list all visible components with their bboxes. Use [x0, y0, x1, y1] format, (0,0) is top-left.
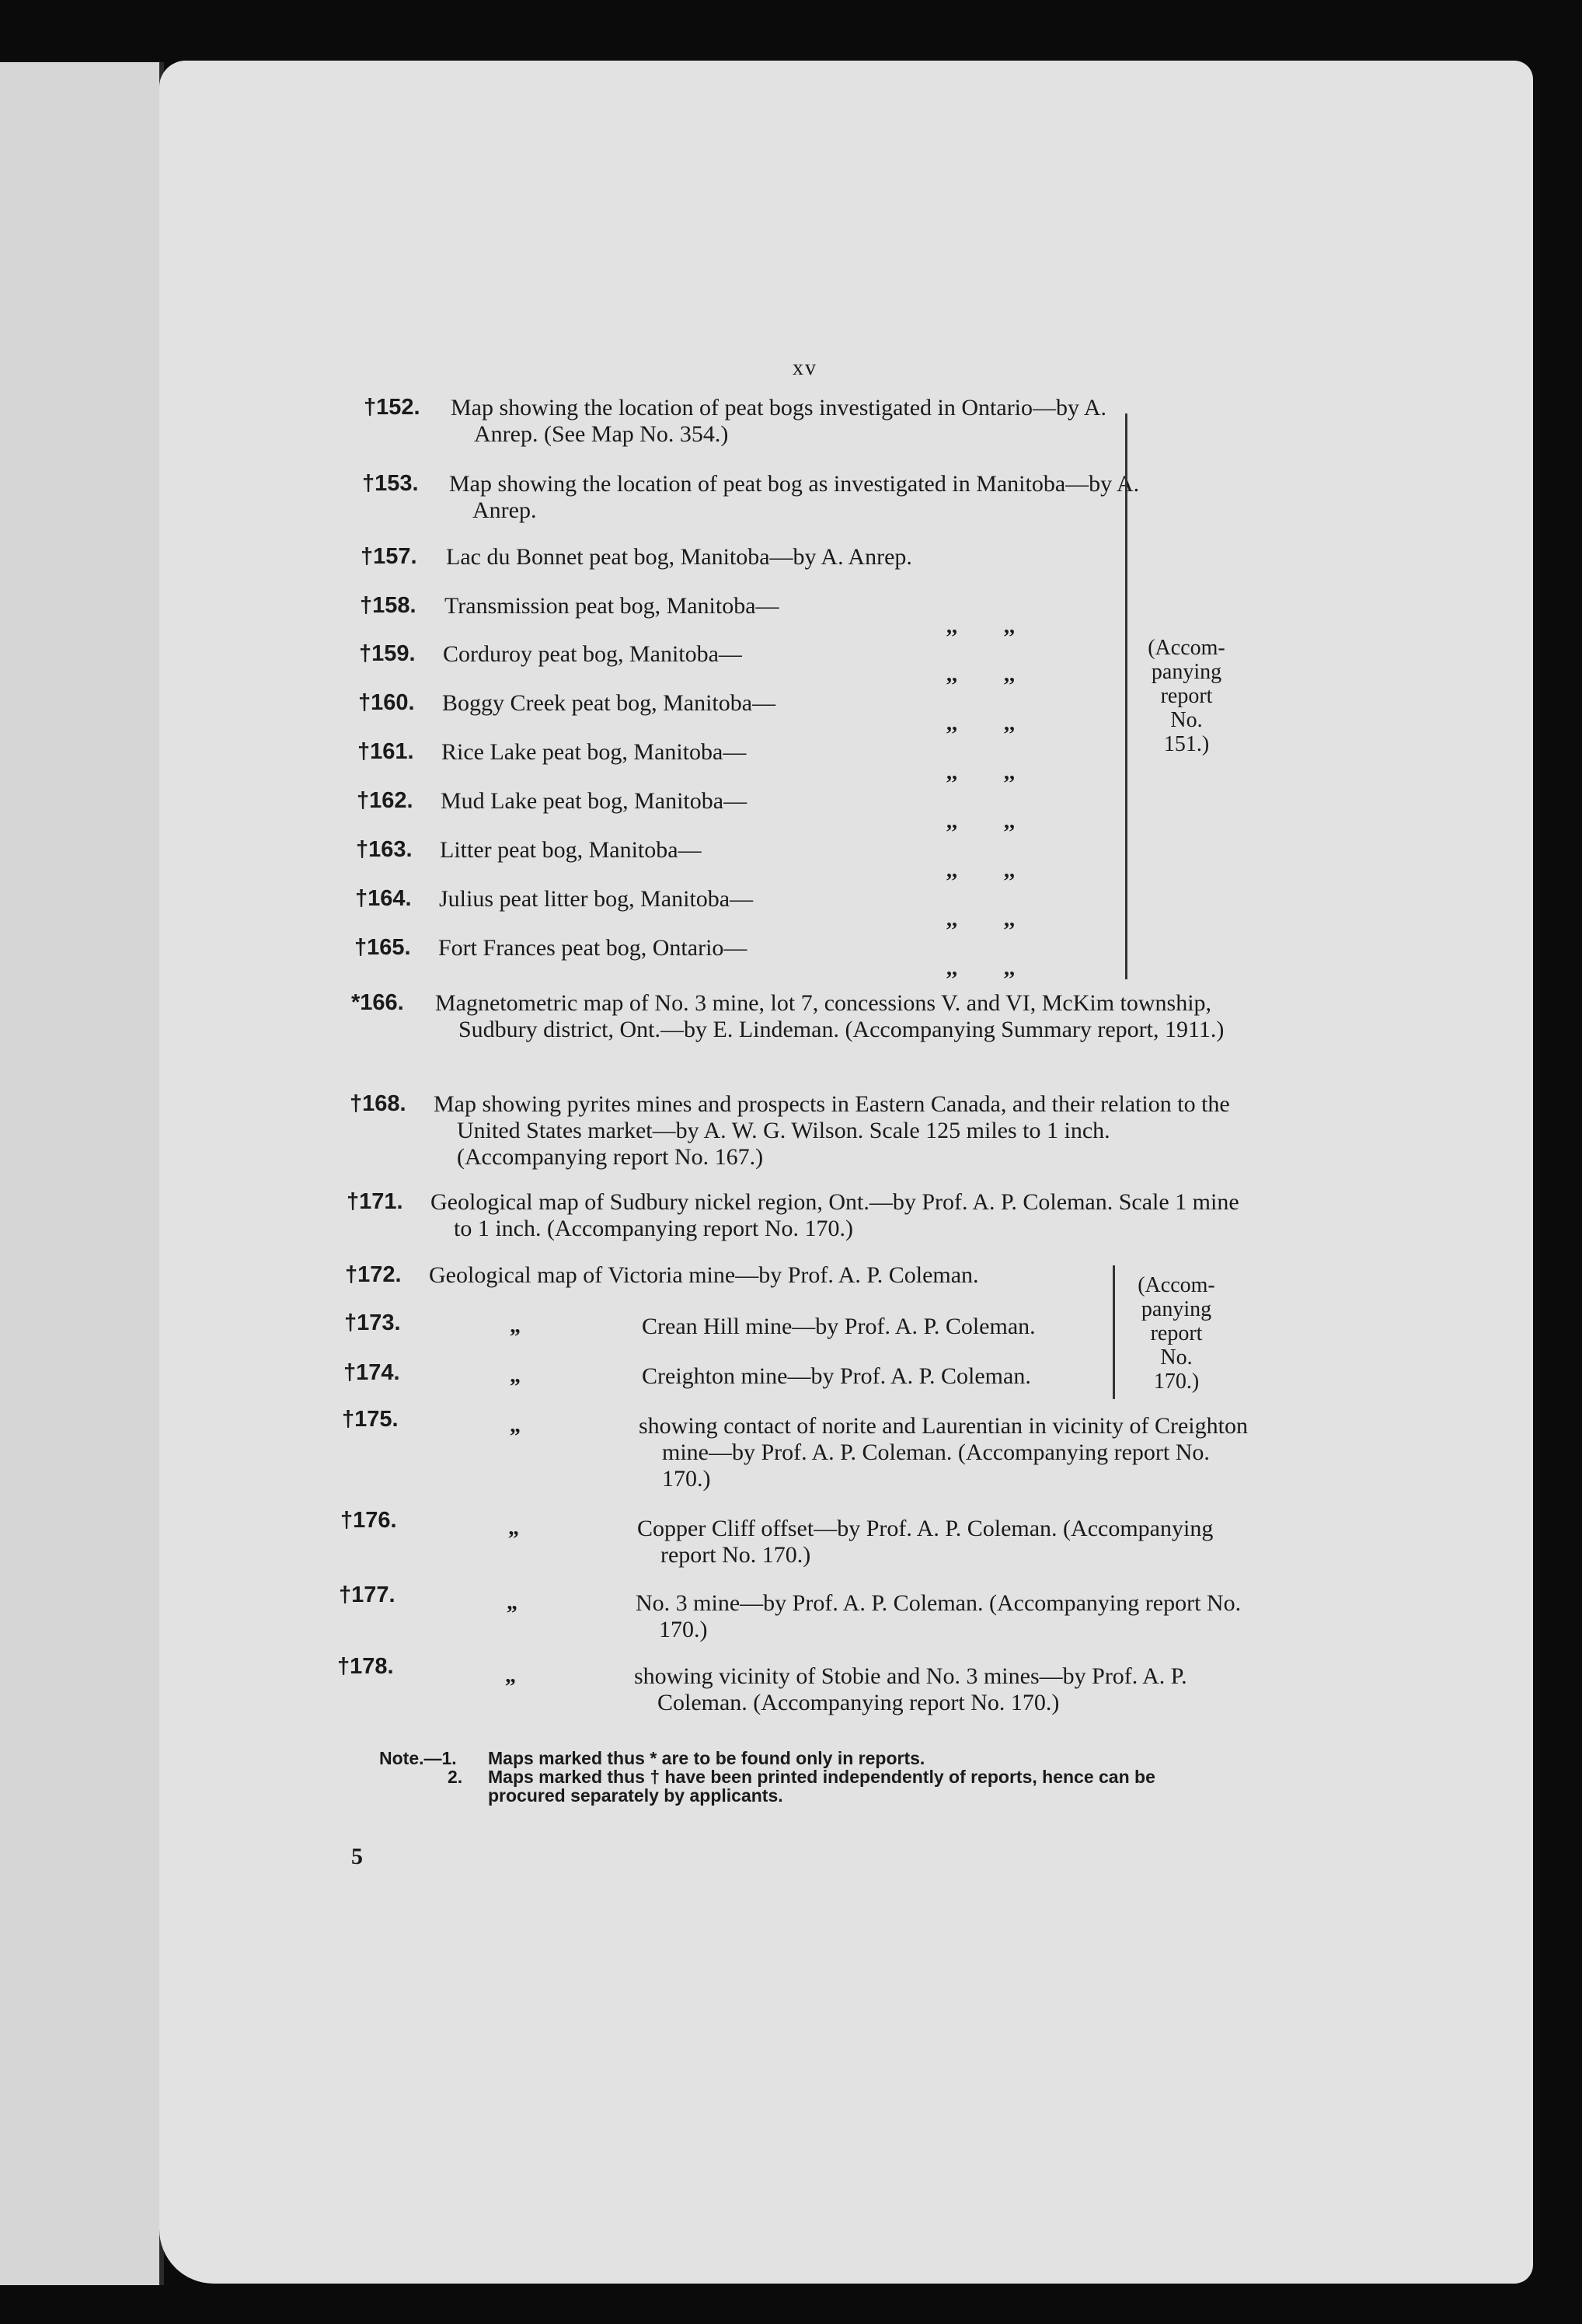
- entry-number: †177.: [339, 1582, 396, 1607]
- sidenote-line: (Accom-: [1148, 636, 1225, 660]
- ditto-mark: ,,: [946, 809, 957, 833]
- sidenote-line: (Accom-: [1138, 1273, 1215, 1297]
- entry-text: Boggy Creek peat bog, Manitoba—: [442, 690, 776, 716]
- note-line-1: Maps marked thus * are to be found only in reports.: [488, 1748, 925, 1768]
- ditto-mark: ,,: [1004, 760, 1015, 784]
- sidenote-line: 170.): [1153, 1370, 1200, 1394]
- ditto-mark: „: [507, 1590, 517, 1614]
- ditto-mark: ,,: [1004, 858, 1015, 882]
- ditto-mark: ,,: [1004, 614, 1015, 638]
- ditto-mark: ,,: [946, 760, 957, 784]
- entry-text: Transmission peat bog, Manitoba—: [444, 593, 779, 619]
- entry-number: †157.: [361, 544, 417, 569]
- ditto-mark: ,,: [1004, 809, 1015, 833]
- entry-text: Rice Lake peat bog, Manitoba—: [441, 739, 747, 765]
- entry-number: †164.: [355, 886, 412, 911]
- ditto-mark: ,,: [946, 614, 957, 638]
- entry-text: showing vicinity of Stobie and No. 3 mines—by Prof. A. P. Coleman. (Accompanying report No. 170.): [634, 1663, 1187, 1715]
- entry-text: Julius peat litter bog, Manitoba—: [439, 886, 754, 912]
- entry-number: †171.: [347, 1189, 403, 1214]
- entry-text: Fort Frances peat bog, Ontario—: [438, 935, 747, 961]
- entry-number: †173.: [344, 1310, 401, 1335]
- entry-text: Map showing the location of peat bog as investigated in Manitoba—by A. Anrep.: [449, 471, 1140, 523]
- entry-number: *166.: [351, 990, 404, 1015]
- entry-text: Lac du Bonnet peat bog, Manitoba—by A. Anrep.: [446, 544, 912, 570]
- page-number: 5: [351, 1844, 363, 1869]
- ditto-mark: ,,: [946, 956, 957, 980]
- entry-text: No. 3 mine—by Prof. A. P. Coleman. (Accompanying report No. 170.): [636, 1590, 1242, 1642]
- sidenote-line: No.: [1160, 1345, 1193, 1370]
- entry-number: †165.: [354, 935, 411, 960]
- entry-text: Magnetometric map of No. 3 mine, lot 7, concessions V. and VI, McKim township, Sudbury district, Ont.—by E. Lindeman. (Accompanying Summary report, 1911.): [435, 990, 1225, 1042]
- facing-page-edge: [0, 62, 164, 2285]
- running-head: xv: [793, 356, 817, 380]
- entry-number: †163.: [356, 837, 413, 862]
- entry-number: †158.: [360, 593, 416, 618]
- entry-number: †174.: [343, 1360, 400, 1385]
- note-label: Note.—1.: [379, 1748, 457, 1768]
- entry-number: †175.: [342, 1407, 399, 1432]
- note-label-2: 2.: [448, 1767, 463, 1787]
- grouping-brace: [1113, 1265, 1115, 1399]
- sidenote-line: 151.): [1163, 732, 1210, 756]
- entry-number: †176.: [340, 1508, 397, 1533]
- ditto-mark: ,,: [1004, 711, 1015, 735]
- entry-number: †162.: [357, 788, 413, 813]
- ditto-mark: „: [510, 1413, 521, 1437]
- entry-number: †178.: [337, 1654, 394, 1679]
- entry-text: Geological map of Sudbury nickel region, Ont.—by Prof. A. P. Coleman. Scale 1 mine to 1 inch. (Accompanying report No. 170.): [430, 1189, 1239, 1241]
- ditto-mark: ,,: [946, 858, 957, 882]
- sidenote-line: panying: [1141, 1297, 1212, 1321]
- entry-text: Copper Cliff offset—by Prof. A. P. Coleman. (Accompanying report No. 170.): [637, 1516, 1214, 1568]
- note-line-2: Maps marked thus † have been printed independently of reports, hence can be procured separately by applicants.: [488, 1767, 1155, 1806]
- entry-number: †161.: [357, 739, 414, 764]
- sidenote-line: panying: [1151, 660, 1222, 684]
- entry-number: †153.: [362, 471, 419, 496]
- entry-text: Geological map of Victoria mine—by Prof. A. P. Coleman.: [429, 1262, 979, 1288]
- ditto-mark: ,,: [946, 662, 957, 686]
- entry-text: Mud Lake peat bog, Manitoba—: [441, 788, 747, 814]
- ditto-mark: ,,: [946, 907, 957, 931]
- grouping-brace: [1125, 414, 1127, 979]
- sidenote-line: report: [1160, 684, 1213, 708]
- sidenote-line: report: [1150, 1321, 1203, 1345]
- sidenote-line: No.: [1170, 708, 1203, 732]
- ditto-mark: ,,: [1004, 956, 1015, 980]
- entry-text: Map showing pyrites mines and prospects in Eastern Canada, and their relation to the United States market—by A. W. G. Wilson. Scale 125 miles to 1 inch. (Accompanying report No. 167.): [434, 1091, 1230, 1170]
- ditto-mark: ,,: [1004, 907, 1015, 931]
- ditto-mark: „: [510, 1363, 521, 1387]
- entry-text: Crean Hill mine—by Prof. A. P. Coleman.: [642, 1314, 1036, 1339]
- sidenote-report-151: [1136, 636, 1237, 756]
- entry-number: †160.: [358, 690, 415, 715]
- sidenote-report-170: [1122, 1273, 1231, 1394]
- ditto-mark: ,,: [1004, 662, 1015, 686]
- entry-number: †172.: [345, 1262, 402, 1287]
- entry-number: †168.: [350, 1091, 406, 1116]
- ditto-mark: ,,: [946, 711, 957, 735]
- entry-text: Corduroy peat bog, Manitoba—: [443, 641, 742, 667]
- ditto-mark: „: [510, 1314, 521, 1338]
- entry-text: showing contact of norite and Laurentian in vicinity of Creighton mine—by Prof. A. P. Coleman. (Accompanying report No. 170.): [639, 1413, 1248, 1492]
- entry-text: Litter peat bog, Manitoba—: [440, 837, 702, 863]
- entry-text: Map showing the location of peat bogs investigated in Ontario—by A. Anrep. (See Map No. 354.): [451, 395, 1107, 447]
- entry-number: †152.: [364, 395, 420, 420]
- entry-number: †159.: [359, 641, 416, 666]
- document-page: [159, 61, 1533, 2284]
- ditto-mark: „: [505, 1663, 516, 1687]
- ditto-mark: „: [508, 1516, 519, 1540]
- entry-text: Creighton mine—by Prof. A. P. Coleman.: [642, 1363, 1031, 1389]
